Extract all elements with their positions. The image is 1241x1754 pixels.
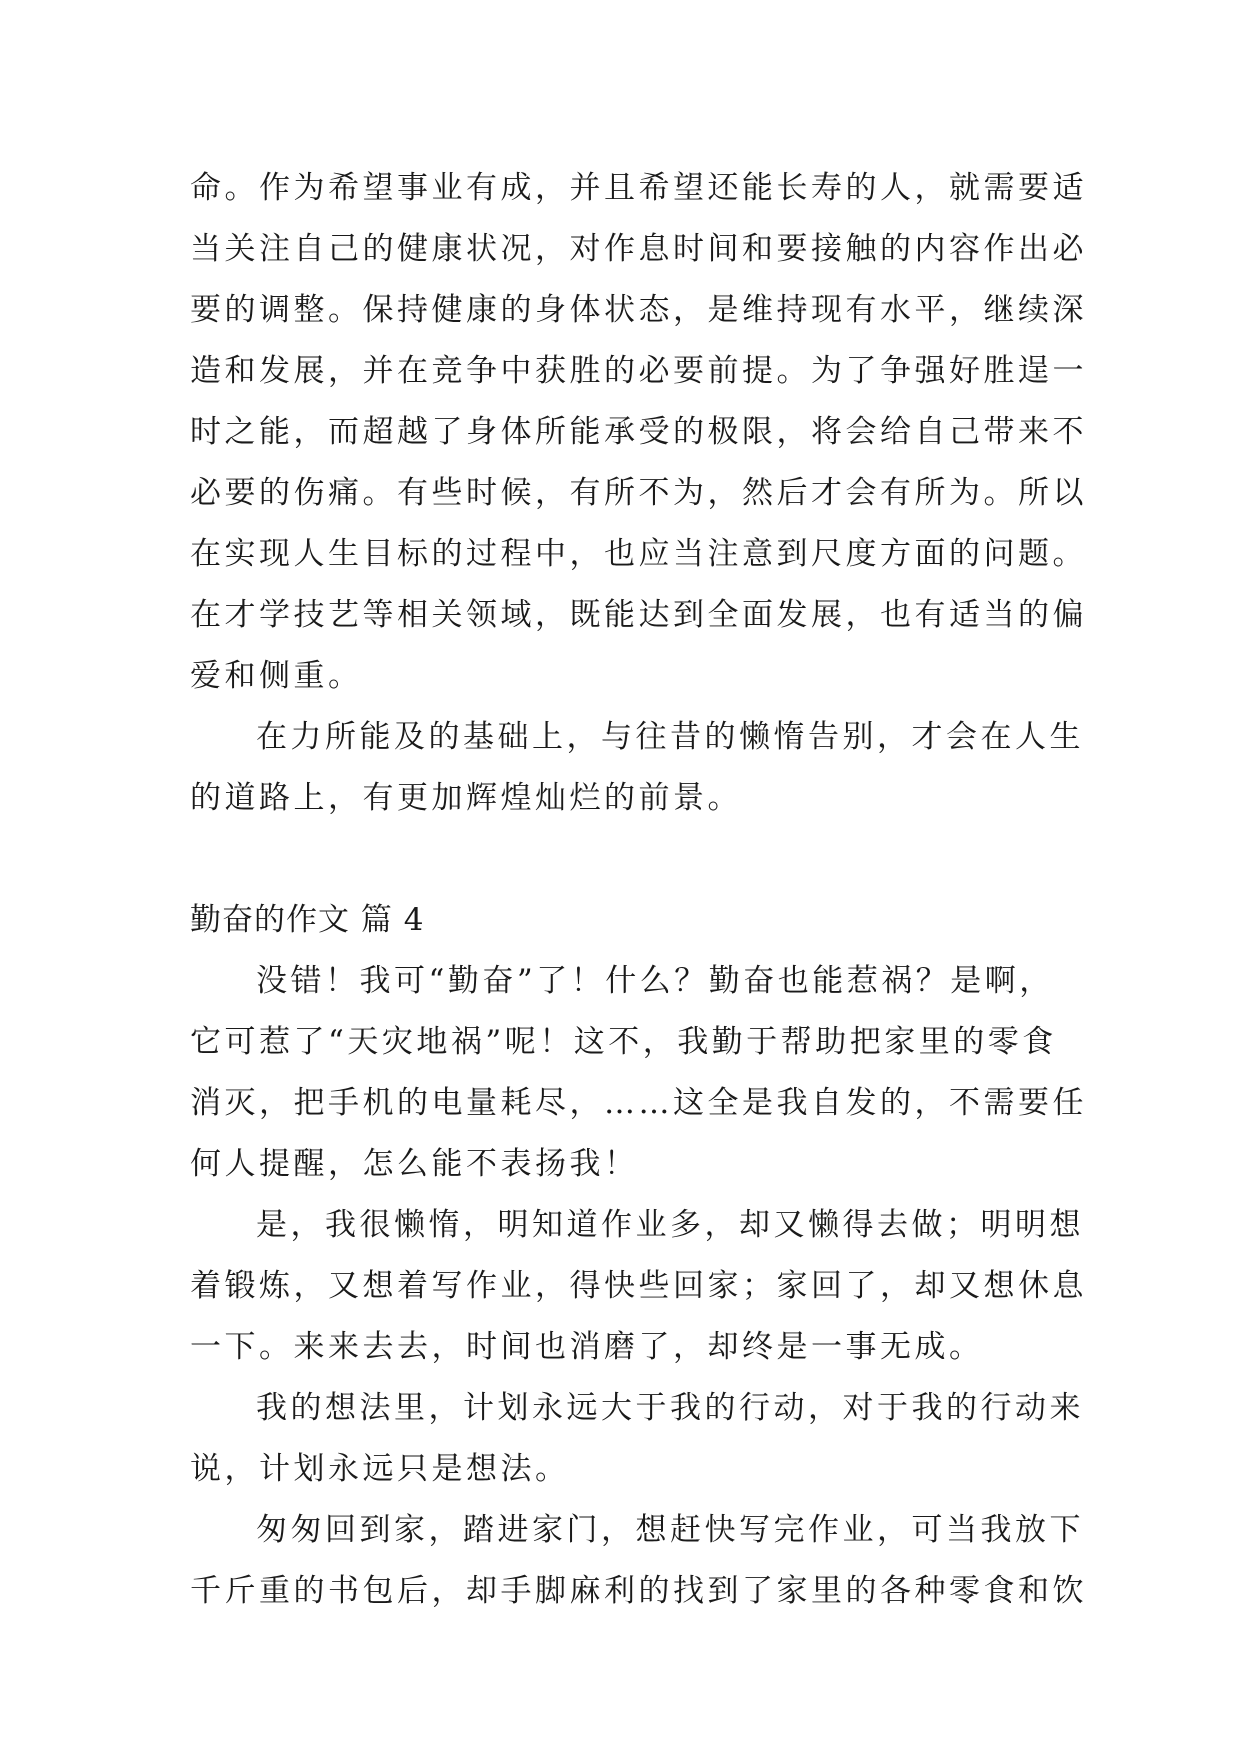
paragraph: [190, 1378, 1084, 1500]
text-line: 当关注自己的健康状况，对作息时间和要接触的内容作出必: [190, 231, 1087, 267]
section-spacer: [190, 829, 1070, 890]
text-line: 要的调整。保持健康的身体状态，是维持现有水平，继续深: [190, 292, 1087, 328]
paragraph: [190, 1195, 1087, 1378]
text-line: 造和发展，并在竞争中获胜的必要前提。为了争强好胜逞一: [190, 353, 1087, 389]
text-line: 命。作为希望事业有成，并且希望还能长寿的人，就需要适: [190, 170, 1087, 206]
text-line: 消灭，把手机的电量耗尽，……这全是我自发的，不需要任: [190, 1085, 1087, 1121]
text-line: 着锻炼，又想着写作业，得快些回家；家回了，却又想休息: [190, 1268, 1087, 1304]
text-line: 说，计划永远只是想法。: [190, 1451, 570, 1487]
text-line: 的道路上，有更加辉煌灿烂的前景。: [190, 780, 742, 816]
text-line: 它可惹了“天灾地祸”呢！这不，我勤于帮助把家里的零食: [190, 1024, 1057, 1060]
text-line: 是，我很懒惰，明知道作业多，却又懒得去做；明明想: [256, 1207, 1084, 1243]
paragraph: [190, 1500, 1087, 1622]
text-line: 我的想法里，计划永远大于我的行动，对于我的行动来: [256, 1390, 1084, 1426]
paragraph: [190, 951, 1087, 1195]
text-line: 千斤重的书包后，却手脚麻利的找到了家里的各种零食和饮: [190, 1573, 1087, 1609]
text-line: 一下。来来去去，时间也消磨了，却终是一事无成。: [190, 1329, 984, 1365]
text-line: 何人提醒，怎么能不表扬我！: [190, 1146, 639, 1182]
paragraph-continued: [190, 158, 1087, 707]
text-line: 在实现人生目标的过程中，也应当注意到尺度方面的问题。: [190, 536, 1087, 572]
text-line: 没错！我可“勤奋”了！什么？勤奋也能惹祸？是啊，: [256, 963, 1054, 999]
text-line: 必要的伤痛。有些时候，有所不为，然后才会有所为。所以: [190, 475, 1087, 511]
text-line: 匆匆回到家，踏进家门，想赶快写完作业，可当我放下: [256, 1512, 1084, 1548]
text-line: 爱和侧重。: [190, 658, 363, 694]
document-body: [190, 158, 1087, 1622]
text-line: 在力所能及的基础上，与往昔的懒惰告别，才会在人生: [256, 719, 1084, 755]
paragraph: [190, 707, 1084, 829]
text-line: 时之能，而超越了身体所能承受的极限，将会给自己带来不: [190, 414, 1087, 450]
text-line: 在才学技艺等相关领域，既能达到全面发展，也有适当的偏: [190, 597, 1087, 633]
section-heading: 勤奋的作文 篇 4: [190, 902, 425, 938]
